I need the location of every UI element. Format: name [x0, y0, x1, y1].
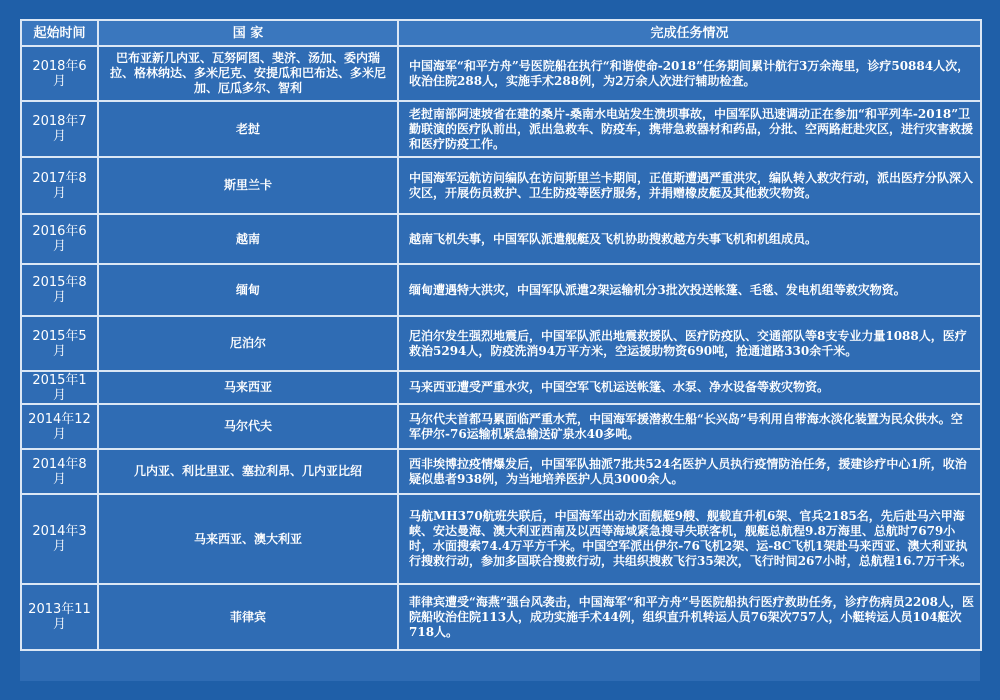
start-date-cell: 2015年8月 [21, 264, 98, 316]
table-row [21, 449, 981, 494]
header-country: 国 家 [98, 20, 398, 46]
task-cell: 马航MH370航班失联后，中国海军出动水面舰艇9艘、舰载直升机6架、官兵2185名，先后赴马六甲海峡、安达曼海、澳大利亚西南及以西等海域紧急搜寻失联客机，舰艇总航程9.8万海里、总航时7679小时，水面搜索74.4万平方千米。中国空军派出伊尔-76飞机2架、运-8C飞机1架赴马来西亚、澳大利亚执行搜救行动，参加多国联合搜救行动，共组织搜救飞行35架次，飞行时间267小时，总航程16.7万千米。 [398, 494, 981, 584]
table-row [21, 101, 981, 157]
country-cell: 缅甸 [98, 264, 398, 316]
start-date-cell: 2018年6月 [21, 46, 98, 101]
table-row [21, 404, 981, 449]
task-cell: 尼泊尔发生强烈地震后，中国军队派出地震救援队、医疗防疫队、交通部队等8支专业力量1088人，医疗救治5294人，防疫洗消94万平方米，空运援助物资690吨，抢通道路330余千米。 [398, 316, 981, 371]
country-cell: 尼泊尔 [98, 316, 398, 371]
country-cell: 老挝 [98, 101, 398, 157]
start-date-cell: 2017年8月 [21, 157, 98, 214]
start-date-cell: 2014年8月 [21, 449, 98, 494]
task-cell: 中国海军“和平方舟”号医院船在执行“和谐使命-2018”任务期间累计航行3万余海里，诊疗50884人次，收治住院288人，实施手术288例，为2万余人次进行辅助检查。 [398, 46, 981, 101]
country-cell: 越南 [98, 214, 398, 264]
task-cell: 缅甸遭遇特大洪灾，中国军队派遣2架运输机分3批次投送帐篷、毛毯、发电机组等救灾物资。 [398, 264, 981, 316]
table-row [21, 584, 981, 650]
rescue-missions-table [20, 19, 982, 651]
start-date-cell: 2018年7月 [21, 101, 98, 157]
country-cell: 马来西亚、澳大利亚 [98, 494, 398, 584]
country-cell: 菲律宾 [98, 584, 398, 650]
table-row [21, 214, 981, 264]
task-cell: 中国海军远航访问编队在访问斯里兰卡期间，正值斯遭遇严重洪灾，编队转入救灾行动，派出医疗分队深入灾区，开展伤员救护、卫生防疫等医疗服务，并捐赠橡皮艇及其他救灾物资。 [398, 157, 981, 214]
header-task: 完成任务情况 [398, 20, 981, 46]
start-date-cell: 2014年3月 [21, 494, 98, 584]
start-date-cell: 2014年12月 [21, 404, 98, 449]
start-date-cell: 2013年11月 [21, 584, 98, 650]
start-date-cell: 2015年1月 [21, 371, 98, 404]
table-row [21, 494, 981, 584]
task-cell: 老挝南部阿速坡省在建的桑片-桑南水电站发生溃坝事故，中国军队迅速调动正在参加“和平列车-2018”卫勤联演的医疗队前出，派出急救车、防疫车，携带急救器材和药品，分批、空两路赶赴灾区，进行灾害救援和医疗防疫工作。 [398, 101, 981, 157]
task-cell: 马尔代夫首都马累面临严重水荒，中国海军援潜救生船“长兴岛”号利用自带海水淡化装置为民众供水。空军伊尔-76运输机紧急输送矿泉水40多吨。 [398, 404, 981, 449]
header-start-date: 起始时间 [21, 20, 98, 46]
start-date-cell: 2016年6月 [21, 214, 98, 264]
country-cell: 巴布亚新几内亚、瓦努阿图、斐济、汤加、委内瑞拉、格林纳达、多米尼克、安提瓜和巴布达、多米尼加、厄瓜多尔、智利 [98, 46, 398, 101]
table-row [21, 264, 981, 316]
task-cell: 马来西亚遭受严重水灾，中国空军飞机运送帐篷、水泵、净水设备等救灾物资。 [398, 371, 981, 404]
table-row [21, 46, 981, 101]
country-cell: 马尔代夫 [98, 404, 398, 449]
task-cell: 菲律宾遭受“海燕”强台风袭击，中国海军“和平方舟”号医院船执行医疗救助任务，诊疗伤病员2208人，医院船收治住院113人，成功实施手术44例，组织直升机转运人员76架次757人，小艇转运人员104艇次718人。 [398, 584, 981, 650]
table-sheet [20, 19, 980, 681]
table-row [21, 371, 981, 404]
task-cell: 西非埃博拉疫情爆发后，中国军队抽派7批共524名医护人员执行疫情防治任务，援建诊疗中心1所，收治疑似患者938例，为当地培养医护人员3000余人。 [398, 449, 981, 494]
table-header-row [21, 20, 981, 46]
start-date-cell: 2015年5月 [21, 316, 98, 371]
task-cell: 越南飞机失事，中国军队派遣舰艇及飞机协助搜救越方失事飞机和机组成员。 [398, 214, 981, 264]
country-cell: 马来西亚 [98, 371, 398, 404]
country-cell: 斯里兰卡 [98, 157, 398, 214]
country-cell: 几内亚、利比里亚、塞拉利昂、几内亚比绍 [98, 449, 398, 494]
table-row [21, 316, 981, 371]
table-row [21, 157, 981, 214]
